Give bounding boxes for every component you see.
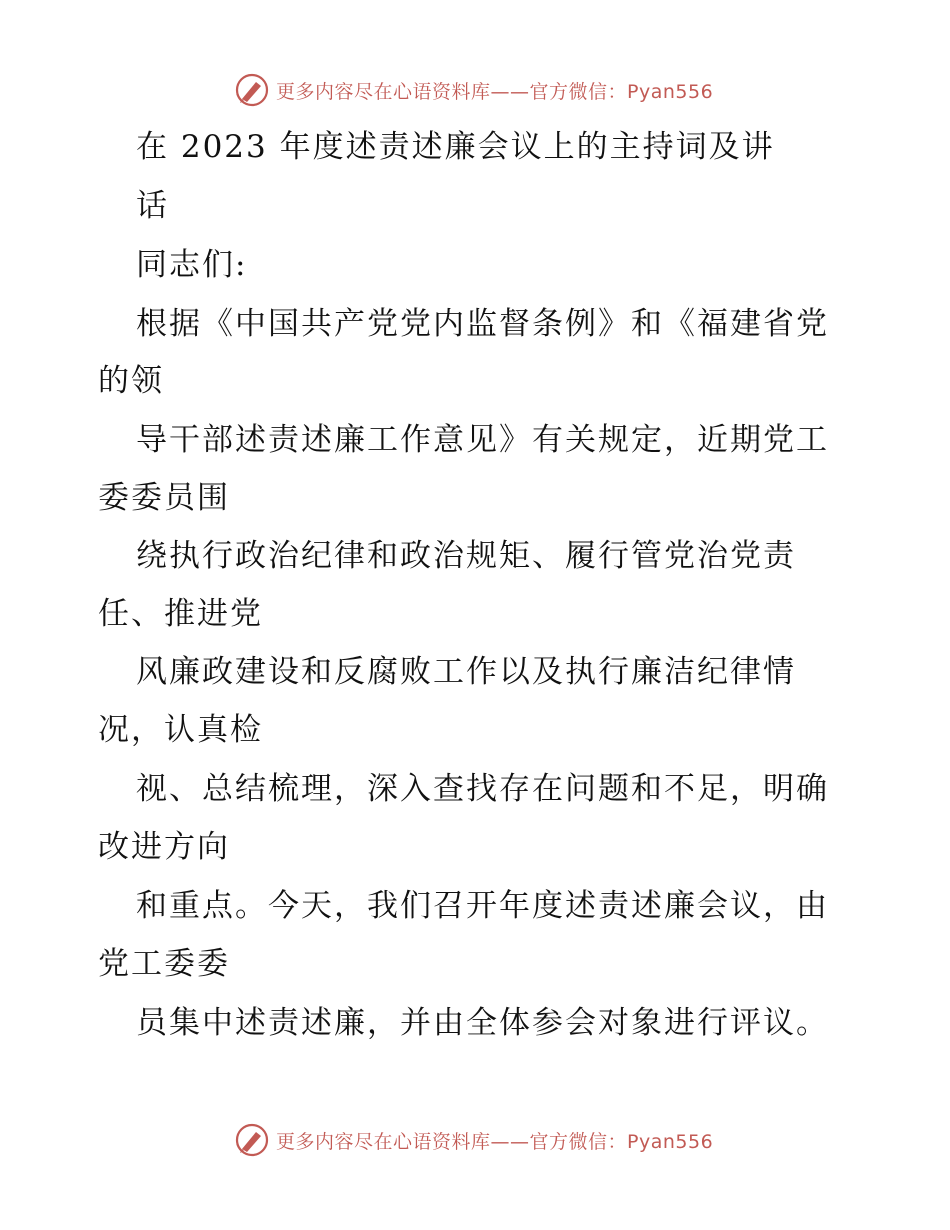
banner-text: 更多内容尽在心语资料库——官方微信：Pyan556 bbox=[276, 80, 714, 103]
title-line: 在 2023 年度述责述廉会议上的主持词及讲 bbox=[136, 129, 775, 165]
pen-nib-logo-icon bbox=[234, 1122, 270, 1158]
body-line: 党工委委 bbox=[98, 946, 230, 982]
body-line: 改进方向 bbox=[98, 829, 230, 865]
body-line: 委委员围 bbox=[98, 480, 230, 516]
body-line: 任、推进党 bbox=[98, 596, 263, 632]
title-line: 话 bbox=[136, 188, 169, 224]
body-line: 员集中述责述廉，并由全体参会对象进行评议。 bbox=[136, 1005, 829, 1041]
body-line: 风廉政建设和反腐败工作以及执行廉洁纪律情 bbox=[136, 654, 796, 690]
banner-text: 更多内容尽在心语资料库——官方微信：Pyan556 bbox=[276, 1130, 714, 1153]
body-line: 根据《中国共产党党内监督条例》和《福建省党 bbox=[136, 306, 829, 342]
footer-banner bbox=[234, 1120, 713, 1160]
salutation: 同志们: bbox=[136, 247, 248, 283]
body-line: 和重点。今天，我们召开年度述责述廉会议，由 bbox=[136, 888, 829, 924]
body-line: 绕执行政治纪律和政治规矩、履行管党治党责 bbox=[136, 538, 796, 574]
body-line: 况，认真检 bbox=[98, 712, 263, 748]
body-line: 视、总结梳理，深入查找存在问题和不足，明确 bbox=[136, 771, 829, 807]
pen-nib-logo-icon bbox=[234, 72, 270, 108]
header-banner bbox=[234, 70, 713, 110]
body-line: 的领 bbox=[98, 363, 164, 399]
body-line: 导干部述责述廉工作意见》有关规定，近期党工 bbox=[136, 422, 829, 458]
